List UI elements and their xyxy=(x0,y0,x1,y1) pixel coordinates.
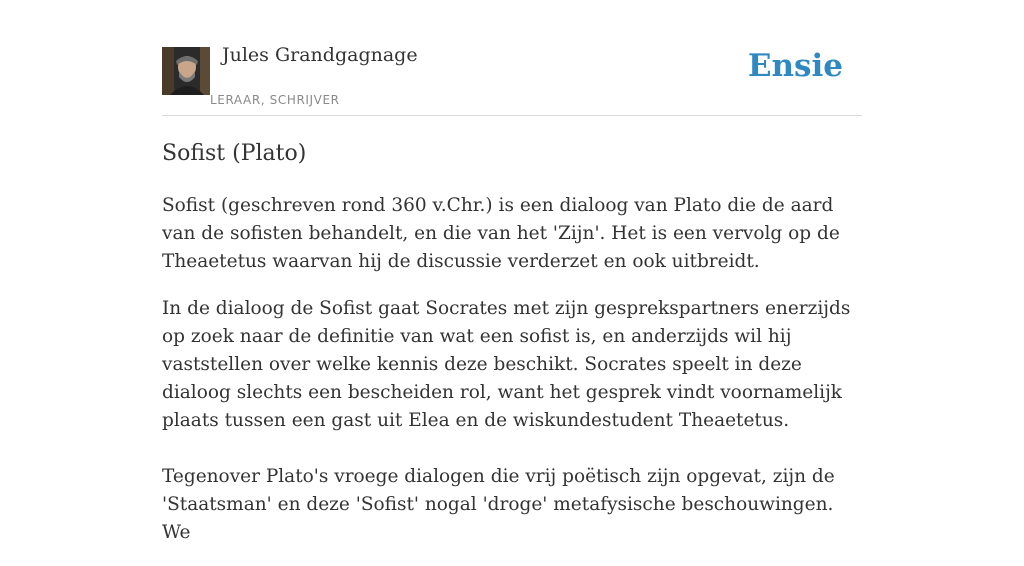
article-paragraph: In de dialoog de Sofist gaat Socrates met zijn gesprekspartners enerzijds op zoek naar de definitie van wat een sofist is, en anderzijds wil hij vaststellen over welke kennis deze beschikt. Socrates speelt in deze dialoog slechts een bescheiden rol, want het gesprek vindt voornamelijk plaats tussen een gast uit Elea en de wiskundestudent Theaetetus. Tegenover Plato's vroege dialogen die vrij poëtisch zijn opgevat, zijn de 'Staatsman' en deze 'Sofist' nogal 'droge' metafysische beschouwingen. We xyxy=(162,298,851,543)
article-content xyxy=(162,138,864,566)
article-title: Sofist (Plato) xyxy=(162,141,307,166)
ensie-logo-link[interactable]: Ensie xyxy=(747,48,843,84)
article-paragraph: Sofist (geschreven rond 360 v.Chr.) is een dialoog van Plato die de aard van de sofisten behandelt, en die van het 'Zijn'. Het is een vervolg op de Theaetetus waarvan hij de discussie verderzet en ook uitbreidt. xyxy=(162,195,840,272)
author-role: LERAAR, SCHRIJVER xyxy=(210,93,340,107)
article-header xyxy=(162,0,862,116)
author-avatar[interactable] xyxy=(162,47,210,95)
author-name[interactable]: Jules Grandgagnage xyxy=(222,44,418,66)
author-photo-icon xyxy=(162,47,210,95)
